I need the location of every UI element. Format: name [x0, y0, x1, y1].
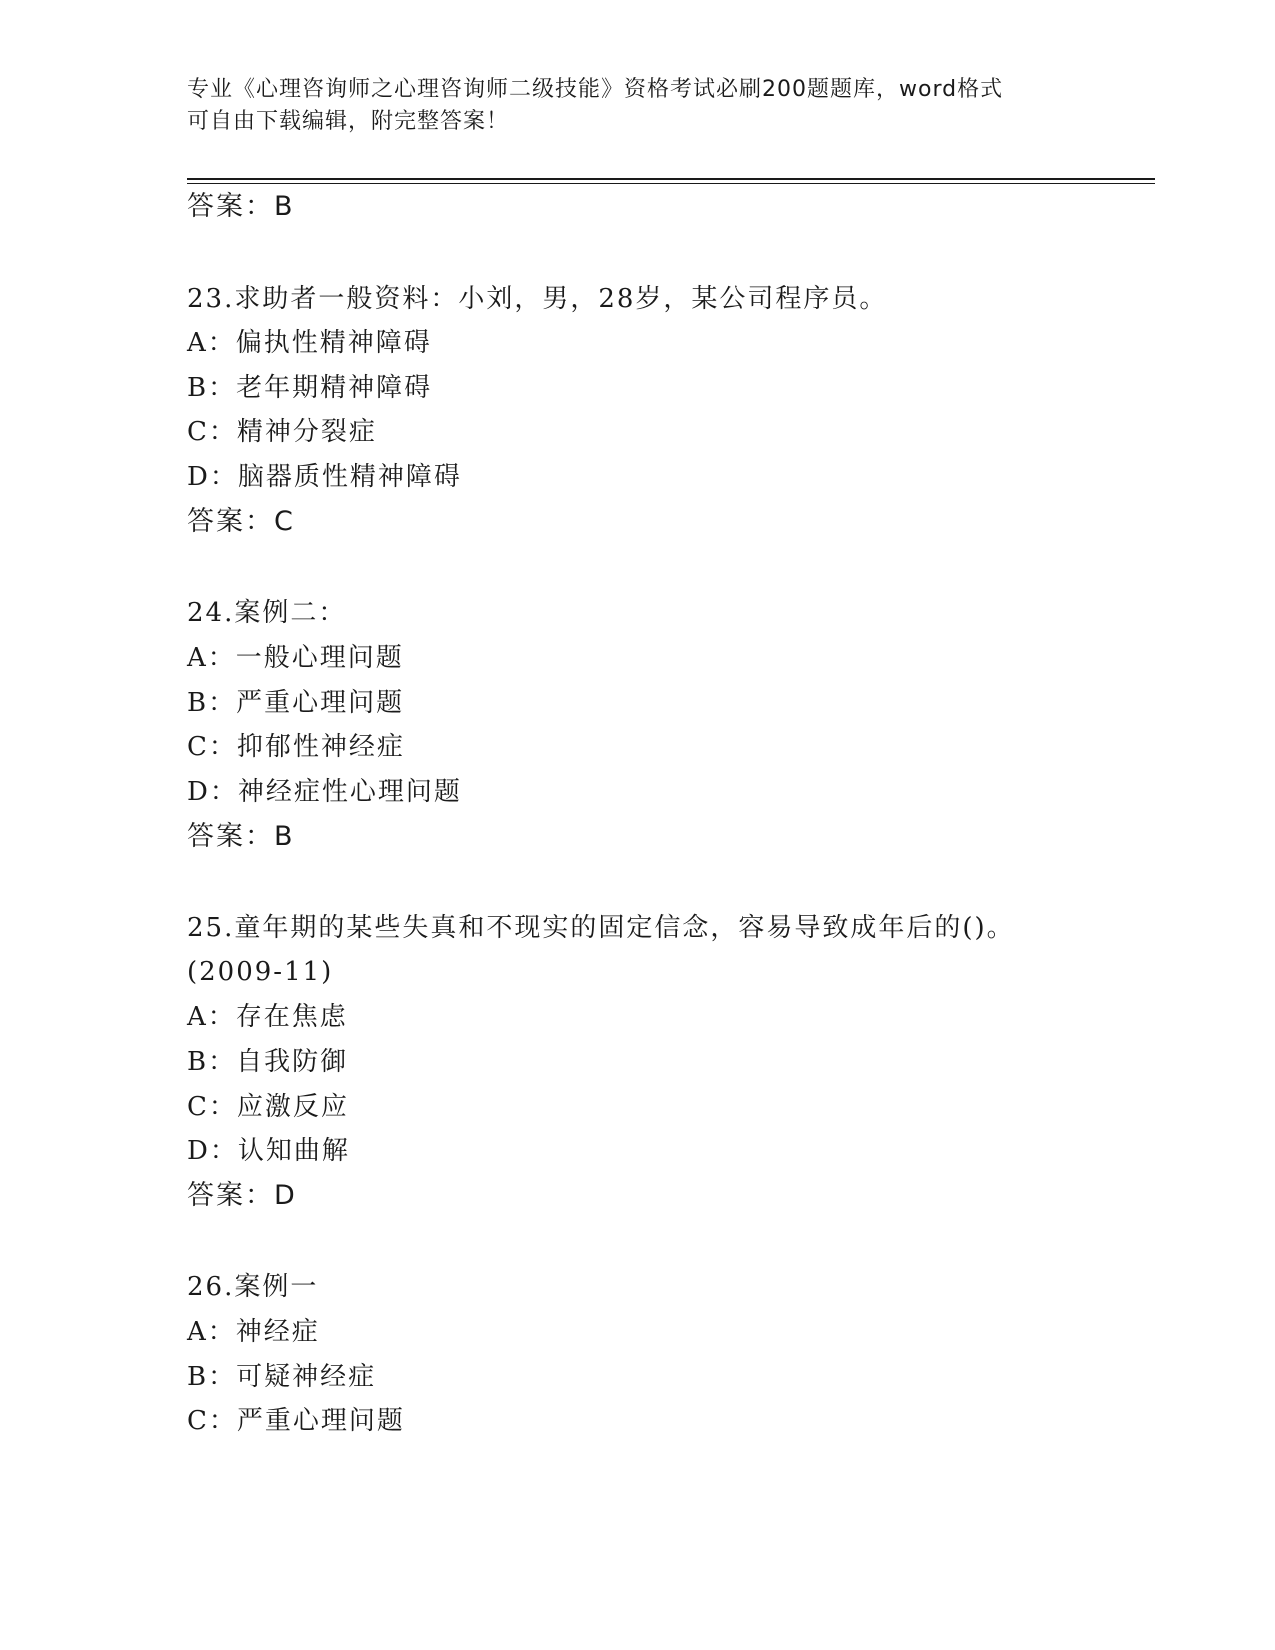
question-25-option-c: C：应激反应: [187, 1092, 349, 1122]
question-26-option-a: A：神经症: [187, 1317, 320, 1347]
header-divider-thick: [187, 178, 1155, 180]
question-25-option-b: B：自我防御: [187, 1047, 349, 1077]
header-line-1: 专业《心理咨询师之心理咨询师二级技能》资格考试必刷200题题库，word格式: [187, 77, 1004, 102]
header-divider-thin: [187, 183, 1155, 184]
question-24-option-d: D：神经症性心理问题: [187, 777, 462, 807]
question-26-option-b: B：可疑神经症: [187, 1362, 377, 1392]
question-24-answer: 答案：B: [187, 821, 295, 852]
answer-previous: 答案：B: [187, 191, 295, 222]
question-25-answer: 答案：D: [187, 1180, 297, 1211]
question-23-answer: 答案：C: [187, 506, 295, 537]
question-24-option-c: C：抑郁性神经症: [187, 732, 405, 762]
header-line-2: 可自由下载编辑，附完整答案！: [187, 109, 510, 134]
question-26-stem: 26.案例一: [187, 1272, 319, 1302]
question-23-option-c: C：精神分裂症: [187, 417, 377, 447]
question-25-option-d: D：认知曲解: [187, 1136, 350, 1166]
document-header: [187, 74, 1067, 138]
question-25-stem-note: (2009-11): [187, 957, 334, 987]
question-25-stem: 25.童年期的某些失真和不现实的固定信念，容易导致成年后的()。: [187, 913, 1015, 943]
question-24-option-b: B：严重心理问题: [187, 688, 405, 718]
question-25-option-a: A：存在焦虑: [187, 1002, 348, 1032]
question-23-option-d: D：脑器质性精神障碍: [187, 462, 462, 492]
question-23-stem: 23.求助者一般资料：小刘，男，28岁，某公司程序员。: [187, 284, 888, 314]
question-24-stem: 24.案例二：: [187, 598, 347, 628]
question-24-option-a: A：一般心理问题: [187, 643, 404, 673]
question-23-option-a: A：偏执性精神障碍: [187, 328, 432, 358]
question-26-option-c: C：严重心理问题: [187, 1406, 405, 1436]
question-23-option-b: B：老年期精神障碍: [187, 373, 433, 403]
